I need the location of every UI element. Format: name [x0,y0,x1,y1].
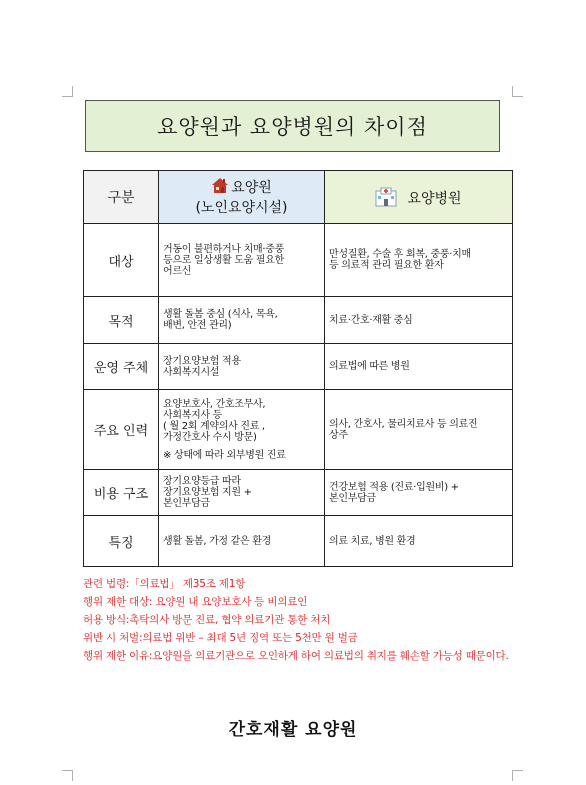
table-row [84,344,513,390]
footer-org-name: 간호재활 요양원 [228,720,358,740]
cell-line: 본인부담금 [329,492,376,504]
nursing-home-cell [159,516,325,567]
cell-line: 장기요양등급 따라 [163,476,241,487]
table-row [84,297,513,344]
legal-line: 위반 시 처벌:의료법 위반 – 최대 5년 징역 또는 5천만 원 벌금 [83,632,358,644]
table-header-row [84,171,513,224]
cell-line: 만성질환, 수술 후 회복, 중풍·치매 [329,249,471,260]
nursing-home-cell [159,297,325,344]
nursing-home-cell [159,344,325,390]
legal-line: 관련 법령:「의료법」 제35조 제1항 [83,578,246,590]
legal-line: 허용 방식:촉탁의사 방문 진료, 협약 의료기관 통한 처치 [83,614,331,626]
row-label: 목적 [84,297,159,344]
header-category: 구분 [84,171,159,224]
cell-line: 사회복지사 등 [163,409,223,421]
cell-line: 등 의료적 관리 필요한 환자 [329,260,444,271]
crop-mark [62,770,73,781]
cell-line: 생활 돌봄, 가정 같은 환경 [163,535,271,547]
crop-mark [512,86,523,97]
cell-line: 등으로 일상생활 도움 필요한 [163,254,284,266]
table-row [84,470,513,516]
row-label: 특징 [84,516,159,567]
table-row [84,516,513,567]
cell-note: ※ 상태에 따라 외부병원 진료 [163,449,286,461]
cell-line: 요양보호사, 간호조무사, [163,398,266,410]
header-nursing-home [159,171,325,224]
cell-line: 의료 치료, 병원 환경 [329,535,416,547]
hospital-cell [325,390,513,470]
crop-mark [62,86,73,97]
cell-line: 어르신 [163,265,192,277]
cell-line: 의료법에 따른 병원 [329,361,410,372]
nursing-home-cell [159,224,325,297]
hospital-cell [325,516,513,567]
cell-line: 장기요양보험 적용 [163,355,241,367]
nursing-home-sublabel: (노인요양시설) [195,199,288,216]
legal-line: 행위 제한 대상: 요양원 내 요양보호사 등 비의료인 [83,596,308,608]
cell-line: 사회복지시설 [163,366,220,378]
hospital-cell [325,297,513,344]
row-label: 비용 구조 [84,470,159,516]
row-label: 운영 주체 [84,344,159,390]
table-row [84,224,513,297]
house-icon [211,177,229,194]
header-hospital [325,171,513,224]
hospital-cell [325,470,513,516]
nursing-home-cell [159,470,325,516]
cell-line: 본인부담금 [163,498,210,509]
comparison-table [83,170,513,567]
row-label: 주요 인력 [84,390,159,470]
row-label: 대상 [84,224,159,297]
page-title: 요양원과 요양병원의 차이점 [85,100,500,152]
cell-line: 건강보험 적용 (진료·입원비) + [329,481,459,493]
legal-line: 행위 제한 이유:요양원을 의료기관으로 오인하게 하여 의료법의 취지를 훼손할 가능성 때문이다. [83,650,509,662]
hospital-label: 요양병원 [407,190,462,207]
hospital-cell [325,224,513,297]
crop-mark [512,770,523,781]
cell-line: 배변, 안전 관리) [163,320,232,331]
table-row [84,390,513,470]
nursing-home-cell [159,390,325,470]
cell-line: 치료·간호·재활 중심 [329,314,413,326]
hospital-icon [375,187,397,207]
cell-line: 상주 [329,429,348,441]
nursing-home-label: 요양원 [231,179,272,196]
cell-line: 생활 돌봄 중심 (식사, 목욕, [163,309,278,320]
cell-line: 거동이 불편하거나 치매·중풍 [163,243,284,255]
cell-line: ( 월 2회 계약의사 진료 , [163,420,265,432]
cell-line: 가정간호사 수시 방문) [163,431,257,443]
legal-notes [83,575,513,665]
cell-line: 장기요양보험 지원 + [163,487,252,498]
hospital-cell [325,344,513,390]
cell-line: 의사, 간호사, 물리치료사 등 의료진 [329,418,478,430]
